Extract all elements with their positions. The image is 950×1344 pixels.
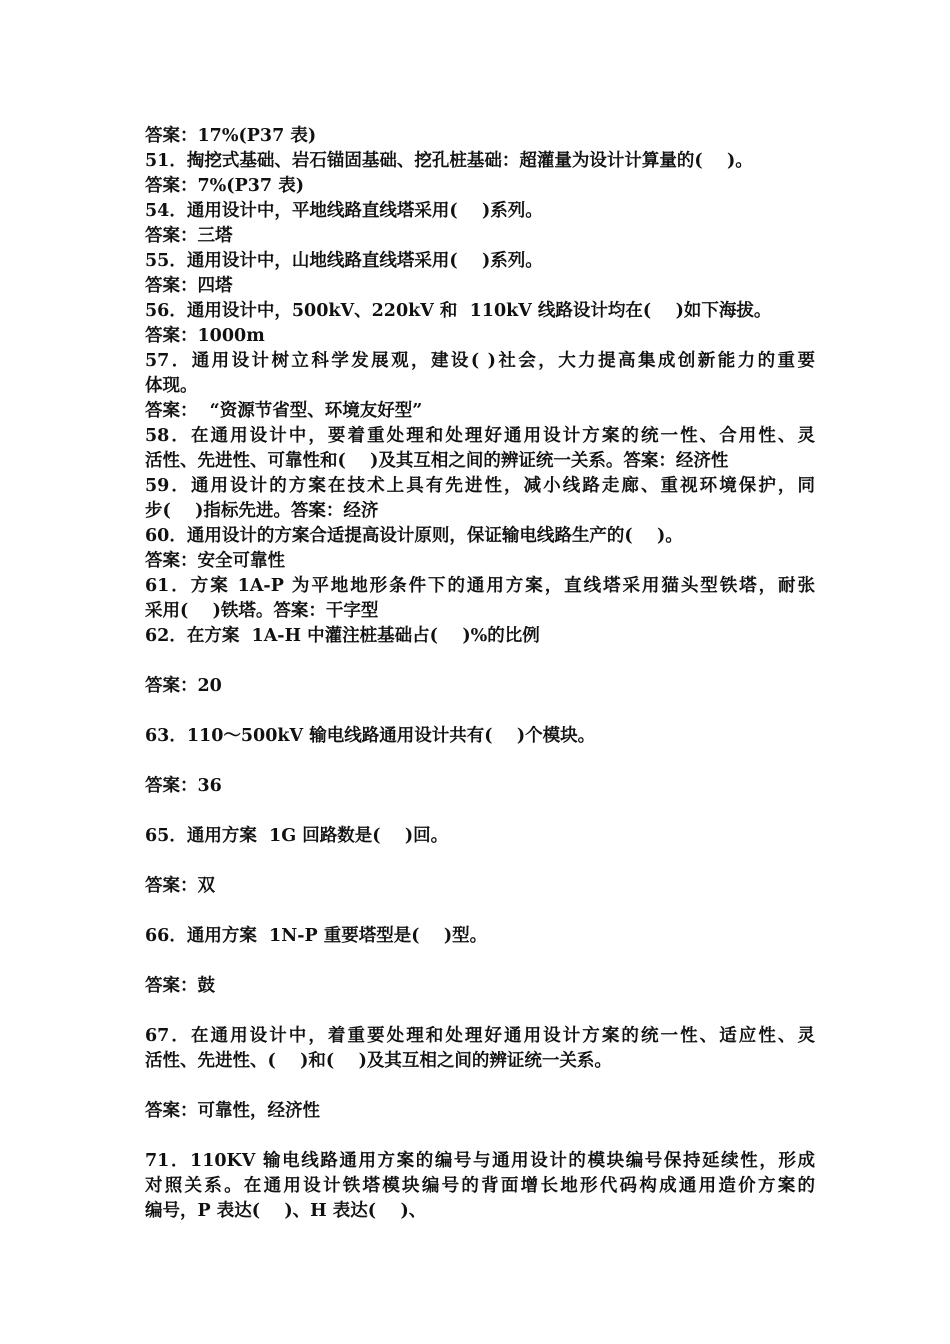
question-65: 65．通用方案 1G 回路数是( )回。 [145, 826, 449, 846]
answer-line: 答案：安全可靠性 [145, 551, 285, 571]
blank-line [145, 899, 815, 924]
blank-line [145, 949, 815, 974]
answer-line: 答案：可靠性，经济性 [145, 1101, 320, 1121]
answer-line: 答案：1000m [145, 326, 265, 346]
blank-line [145, 649, 815, 674]
answer-line: 答案：三塔 [145, 226, 233, 246]
answer-line: 答案：双 [145, 876, 215, 896]
question-57: 57．通用设计树立科学发展观，建设( )社会，大力提高集成创新能力的重要 [145, 351, 815, 371]
blank-line [145, 1124, 815, 1149]
question-57-continued: 体现。 [145, 376, 198, 396]
answer-line: 答案：36 [145, 776, 222, 796]
question-61-continued: 采用( )铁塔。答案：干字型 [145, 601, 379, 621]
question-71-continued: 对照关系。在通用设计铁塔模块编号的背面增长地形代码构成通用造价方案的 [145, 1176, 815, 1196]
answer-line: 答案：鼓 [145, 976, 215, 996]
question-54: 54．通用设计中，平地线路直线塔采用( )系列。 [145, 201, 543, 221]
blank-line [145, 999, 815, 1024]
question-62: 62．在方案 1A-H 中灌注桩基础占( )%的比例 [145, 626, 540, 646]
question-60: 60．通用设计的方案合适提高设计原则，保证输电线路生产的( )。 [145, 526, 683, 546]
answer-line: 答案： “资源节省型、环境友好型” [145, 401, 423, 421]
question-55: 55．通用设计中，山地线路直线塔采用( )系列。 [145, 251, 543, 271]
question-58-continued: 活性、先进性、可靠性和( )及其互相之间的辨证统一关系。答案：经济性 [145, 451, 729, 471]
blank-line [145, 1074, 815, 1099]
question-63: 63．110～500kV 输电线路通用设计共有( )个模块。 [145, 726, 596, 746]
blank-line [145, 799, 815, 824]
blank-line [145, 749, 815, 774]
answer-line: 答案：四塔 [145, 276, 233, 296]
question-67: 67．在通用设计中，着重要处理和处理好通用设计方案的统一性、适应性、灵 [145, 1026, 815, 1046]
question-67-continued: 活性、先进性、( )和( )及其互相之间的辨证统一关系。 [145, 1051, 612, 1071]
answer-line: 答案：7%(P37 表) [145, 176, 304, 196]
answer-line: 答案：20 [145, 676, 222, 696]
question-71-continued: 编号，P 表达( )、H 表达( )、 [145, 1201, 427, 1221]
blank-line [145, 699, 815, 724]
document-body [145, 124, 815, 1224]
question-59-continued: 步( )指标先进。答案：经济 [145, 501, 379, 521]
question-59: 59．通用设计的方案在技术上具有先进性，减小线路走廊、重视环境保护，同 [145, 476, 815, 496]
question-71: 71．110KV 输电线路通用方案的编号与通用设计的模块编号保持延续性，形成 [145, 1151, 815, 1171]
blank-line [145, 849, 815, 874]
question-51: 51．掏挖式基础、岩石锚固基础、挖孔桩基础：超灌量为设计计算量的( )。 [145, 151, 753, 171]
question-61: 61．方案 1A-P 为平地地形条件下的通用方案，直线塔采用猫头型铁塔，耐张 [145, 576, 815, 596]
question-66: 66．通用方案 1N-P 重要塔型是( )型。 [145, 926, 488, 946]
question-56: 56．通用设计中，500kV、220kV 和 110kV 线路设计均在( )如下海拔。 [145, 301, 772, 321]
answer-line: 答案：17%(P37 表) [145, 126, 317, 146]
question-58: 58．在通用设计中，要着重处理和处理好通用设计方案的统一性、合用性、灵 [145, 426, 815, 446]
